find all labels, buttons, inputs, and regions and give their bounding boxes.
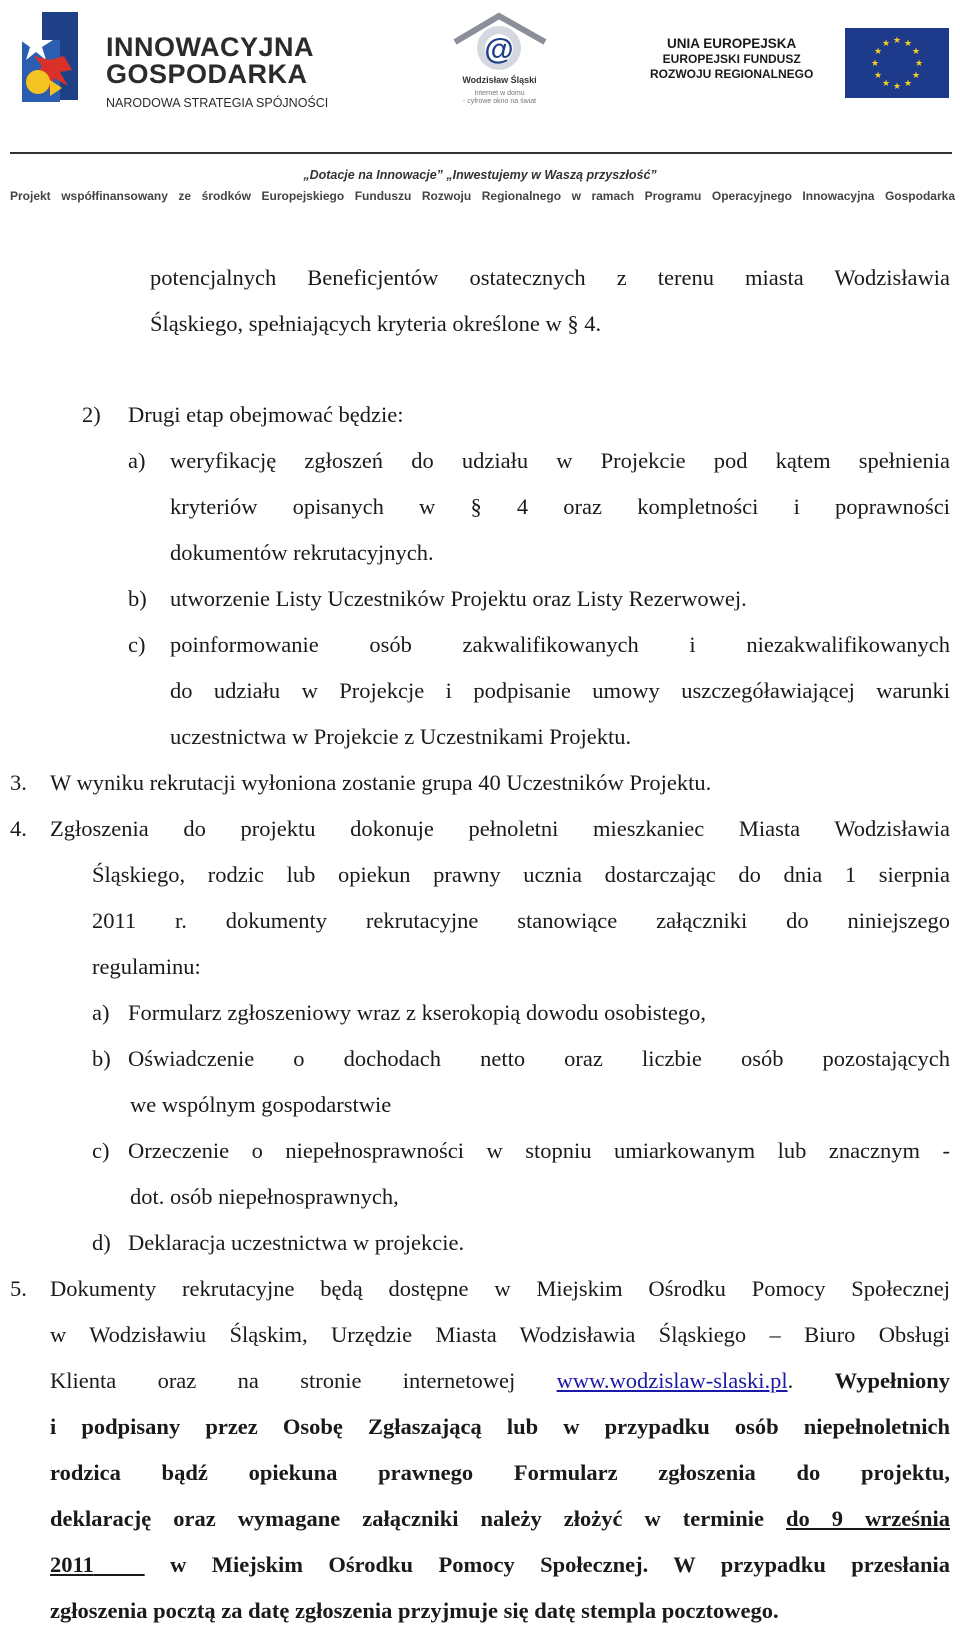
point-4b-line-2: we wspólnym gospodarstwie — [130, 1092, 392, 1117]
step-2b-number: b) — [128, 586, 147, 611]
svg-text:★: ★ — [911, 71, 921, 81]
point-5-line-3-bold: Wypełniony — [834, 1368, 951, 1393]
point-5-line-6 — [50, 1496, 950, 1542]
eu-text-line3: ROZWOJU REGIONALNEGO — [650, 67, 814, 81]
step-2-number: 2) — [82, 402, 101, 427]
svg-text:★: ★ — [892, 36, 902, 46]
point-5-line-4: i podpisany przez Osobę Zgłaszającą lub w przypadku osób niepełnoletnich — [50, 1414, 950, 1439]
point-4-line-1: Zgłoszenia do projektu dokonuje pełnoletni mieszkaniec Miasta Wodzisławia — [50, 816, 950, 841]
point-5-line-8: zgłoszenia pocztą za datę zgłoszenia przyjmuje się datę stempla pocztowego. — [50, 1598, 779, 1623]
svg-text:★: ★ — [903, 39, 913, 49]
step-2a-line-1: weryfikację zgłoszeń do udziału w Projekcie pod kątem spełnienia — [170, 448, 950, 473]
point-4-line-3: 2011 r. dokumenty rekrutacyjne stanowiące załączniki do niniejszego — [92, 908, 950, 933]
step-2c-line-2: do udziału w Projekcje i podpisanie umowy uszczegóławiającej warunki — [170, 678, 950, 703]
svg-text:★: ★ — [870, 59, 880, 69]
deadline-date: do 9 września — [785, 1506, 950, 1531]
project-cofinancing-note: Projekt współfinansowany ze środków Europejskiego Funduszu Rozwoju Regionalnego w ramach Programu Operacyjnego Innowacyjna Gospodarka — [10, 189, 955, 203]
step-2c-line-1: poinformowanie osób zakwalifikowanych i niezakwalifikowanych — [170, 632, 950, 657]
point-5-line-7-text: w Miejskim Ośrodku Pomocy Społecznej. W przypadku przesłania — [170, 1552, 951, 1577]
ig-title-line2: GOSPODARKA — [106, 59, 308, 89]
point-4-line-4: regulaminu: — [92, 954, 201, 979]
svg-text:★: ★ — [881, 79, 891, 89]
point-4-number: 4. — [10, 816, 27, 841]
point-5-line-7 — [50, 1542, 950, 1588]
point-4c-line-2: dot. osób niepełnosprawnych, — [130, 1184, 399, 1209]
page-header — [0, 0, 960, 210]
eu-text-line1: UNIA EUROPEJSKA — [667, 36, 797, 51]
svg-text:★: ★ — [911, 47, 921, 57]
point-5-line-6-text: deklarację oraz wymagane załączniki należy złożyć w terminie — [50, 1506, 764, 1531]
ig-emblem-icon — [20, 10, 102, 110]
point-4c-number: c) — [92, 1138, 110, 1163]
point-4a-line-1: Formularz zgłoszeniowy wraz z kserokopią dowodu osobistego, — [128, 1000, 706, 1025]
point-4b-number: b) — [92, 1046, 111, 1071]
website-link-period: . — [787, 1368, 794, 1393]
point-4d-line-1: Deklaracja uczestnictwa w projekcie. — [128, 1230, 465, 1255]
step-2b-line-1: utworzenie Listy Uczestników Projektu oraz Listy Rezerwowej. — [170, 586, 747, 611]
step-2c-line-3: uczestnictwa w Projekcie z Uczestnikami Projektu. — [170, 724, 632, 749]
ig-title — [106, 34, 314, 88]
intro-line-2: Śląskiego, spełniających kryteria określone w § 4. — [150, 311, 602, 336]
eu-flag-icon — [845, 28, 949, 98]
point-4b-line-1: Oświadczenie o dochodach netto oraz liczbie osób pozostających — [128, 1046, 950, 1071]
house-at-sign-icon — [445, 12, 555, 78]
wodzislaw-tagline-2: - cyfrowe okno na świat — [462, 98, 537, 105]
header-divider — [10, 152, 952, 154]
eu-text-line2: EUROPEJSKI FUNDUSZ — [662, 52, 801, 66]
point-5-line-5: rodzica bądź opiekuna prawnego Formularz zgłoszenia do projektu, — [50, 1460, 950, 1485]
wodzislaw-logo — [445, 12, 565, 112]
point-4d-number: d) — [92, 1230, 111, 1255]
svg-text:★: ★ — [903, 79, 913, 89]
wodzislaw-tagline-1: Internet w domu — [474, 90, 525, 97]
svg-text:@: @ — [484, 33, 514, 66]
point-5-line-3 — [50, 1358, 950, 1404]
step-2a-line-2: kryteriów opisanych w § 4 oraz kompletności i poprawności — [170, 494, 950, 519]
step-2-text: Drugi etap obejmować będzie: — [128, 402, 404, 427]
point-5-number: 5. — [10, 1276, 27, 1301]
slogan: „Dotacje na Innowacje” „Inwestujemy w Waszą przyszłość” — [303, 168, 657, 182]
svg-text:★: ★ — [892, 82, 902, 92]
website-link-wrap — [557, 1368, 794, 1393]
point-4a-number: a) — [92, 1000, 110, 1025]
point-3-number: 3. — [10, 770, 27, 795]
step-2a-line-3: dokumentów rekrutacyjnych. — [170, 540, 434, 565]
step-2a-number: a) — [128, 448, 146, 473]
wodzislaw-tagline — [447, 90, 552, 106]
point-3-line-1: W wyniku rekrutacji wyłoniona zostanie grupa 40 Uczestników Projektu. — [50, 770, 712, 795]
point-4-line-2: Śląskiego, rodzic lub opiekun prawny ucznia dostarczając do dnia 1 sierpnia — [92, 862, 950, 887]
innowacyjna-gospodarka-logo — [20, 10, 350, 120]
wodzislaw-name: Wodzisław Śląski — [462, 75, 537, 85]
step-2c-number: c) — [128, 632, 146, 657]
svg-text:★: ★ — [873, 47, 883, 57]
svg-text:★: ★ — [873, 71, 883, 81]
point-5-line-2: w Wodzisławiu Śląskim, Urzędzie Miasta Wodzisławia Śląskiego – Biuro Obsługi — [50, 1322, 950, 1347]
svg-text:★: ★ — [881, 39, 891, 49]
point-5-line-1: Dokumenty rekrutacyjne będą dostępne w Miejskim Ośrodku Pomocy Społecznej — [50, 1276, 950, 1301]
svg-text:★: ★ — [914, 59, 924, 69]
ig-title-line1: INNOWACYJNA — [106, 32, 315, 62]
website-link[interactable]: www.wodzislaw-slaski.pl — [556, 1368, 788, 1393]
ig-subtitle: NARODOWA STRATEGIA SPÓJNOŚCI — [106, 96, 329, 110]
eu-fund-text — [650, 36, 813, 82]
point-4c-line-1: Orzeczenie o niepełnosprawności w stopniu umiarkowanym lub znacznym - — [128, 1138, 950, 1163]
intro-line-1: potencjalnych Beneficjentów ostatecznych z terenu miasta Wodzisławia — [150, 265, 950, 290]
point-5-line-3-text: Klienta oraz na stronie internetowej — [50, 1368, 516, 1393]
deadline-year: 2011 — [50, 1552, 94, 1577]
